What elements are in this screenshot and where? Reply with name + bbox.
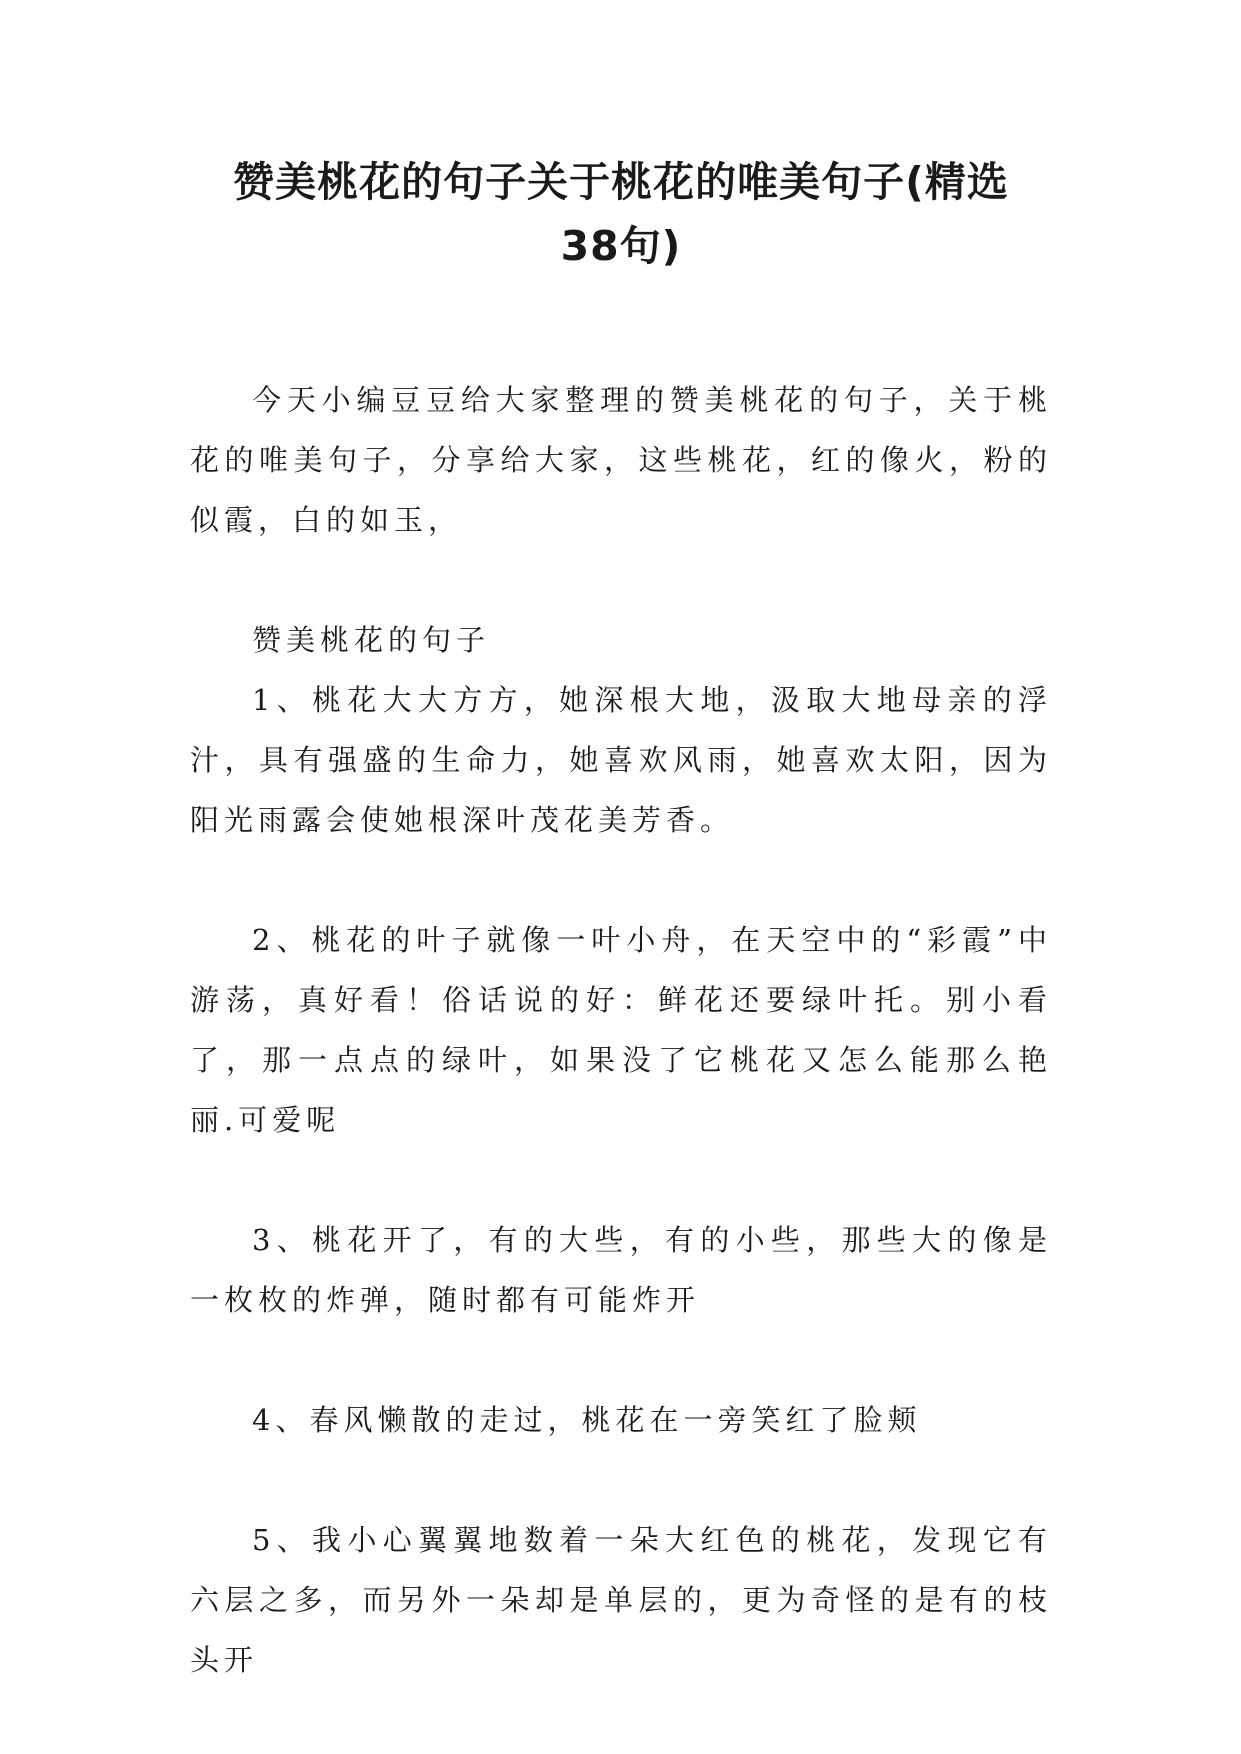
document-title: [190, 150, 1052, 278]
section-heading: 赞美桃花的句子: [252, 623, 491, 657]
title-line-1: 赞美桃花的句子关于桃花的唯美句子(精选: [233, 158, 1009, 206]
sentence-3: 3、桃花开了，有的大些，有的小些，那些大的像是一枚枚的炸弹，随时都有可能炸开: [190, 1223, 1052, 1317]
document-body: [190, 370, 1052, 1690]
sentence-2: 2、桃花的叶子就像一叶小舟，在天空中的“彩霞”中游荡，真好看！俗话说的好：鲜花还要绿叶托。别小看了，那一点点的绿叶，如果没了它桃花又怎么能那么艳丽.可爱呢: [190, 923, 1052, 1137]
document-page: [190, 150, 1052, 1690]
intro-paragraph: 今天小编豆豆给大家整理的赞美桃花的句子，关于桃花的唯美句子，分享给大家，这些桃花，红的像火，粉的似霞，白的如玉，: [190, 383, 1052, 537]
sentence-1: 1、桃花大大方方，她深根大地，汲取大地母亲的浮汁，具有强盛的生命力，她喜欢风雨，她喜欢太阳，因为阳光雨露会使她根深叶茂花美芳香。: [190, 683, 1052, 837]
title-line-2: 38句): [560, 222, 682, 270]
sentence-5: 5、我小心翼翼地数着一朵大红色的桃花，发现它有六层之多，而另外一朵却是单层的，更为奇怪的是有的枝头开: [190, 1523, 1052, 1677]
sentence-4: 4、春风懒散的走过，桃花在一旁笑红了脸颊: [252, 1403, 922, 1437]
